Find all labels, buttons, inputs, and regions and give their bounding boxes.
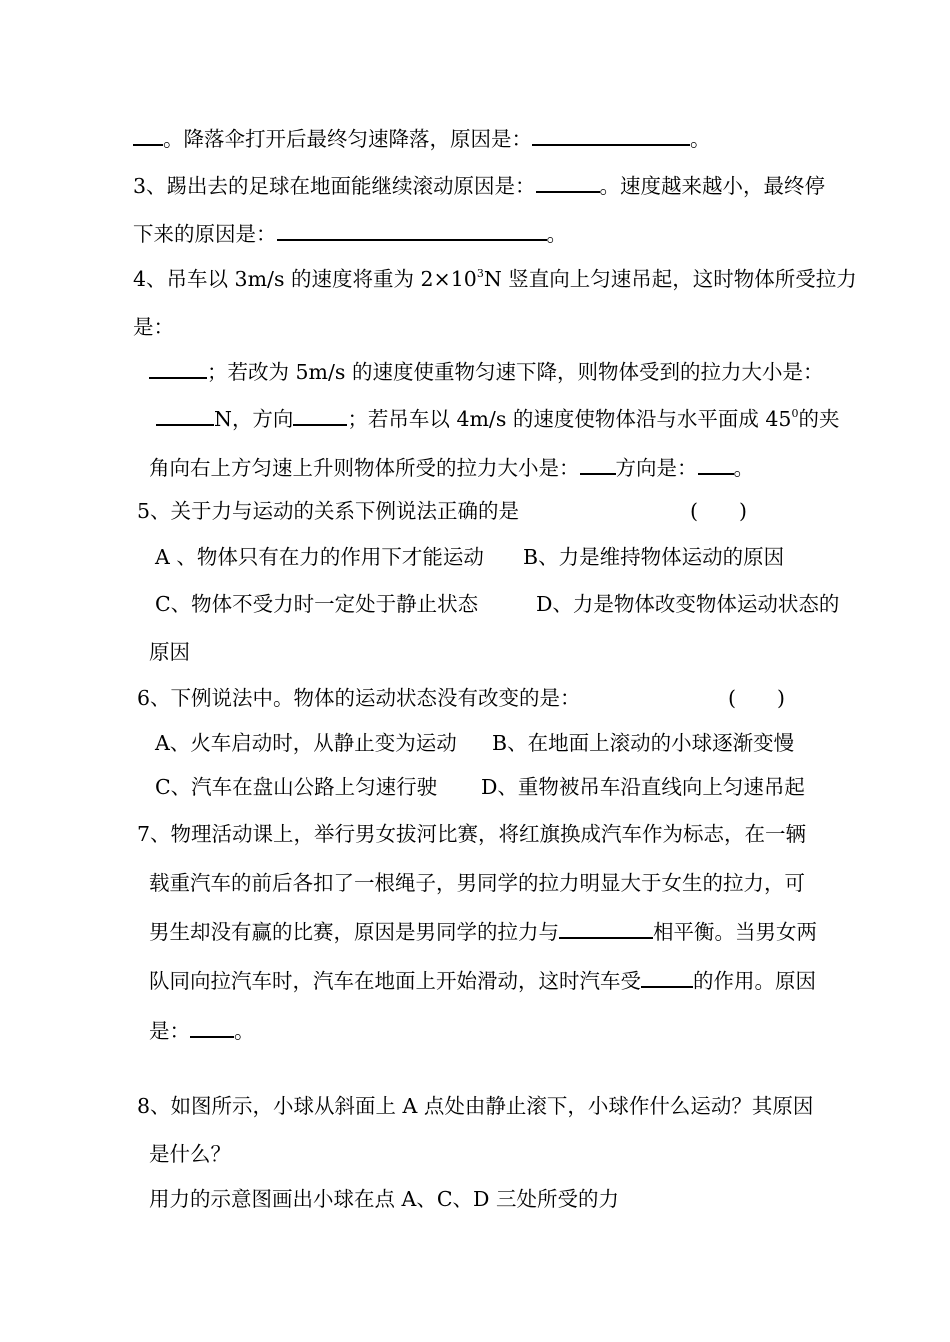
text: 的夹 bbox=[798, 407, 840, 431]
answer-blank bbox=[156, 404, 214, 426]
text: D、重物被吊车沿直线向上匀速吊起 bbox=[481, 775, 805, 799]
question-6-stem bbox=[137, 684, 581, 712]
question-3-line-2 bbox=[133, 219, 567, 248]
answer-blank bbox=[532, 124, 690, 146]
question-5-option-d-cont bbox=[149, 638, 190, 666]
answer-blank bbox=[698, 453, 734, 475]
text: 用力的示意图画出小球在点 A、C、D 三处所受的力 bbox=[149, 1187, 619, 1211]
text: 下来的原因是： bbox=[133, 222, 277, 246]
question-4-line-3 bbox=[149, 357, 823, 386]
answer-blank bbox=[293, 404, 347, 426]
text: 方向是： bbox=[615, 456, 698, 480]
text: 。 bbox=[733, 456, 754, 480]
question-5-stem bbox=[137, 497, 519, 525]
question-8-line-1 bbox=[137, 1092, 813, 1120]
text: 是： bbox=[149, 1019, 190, 1043]
text: 。降落伞打开后最终匀速降落，原因是： bbox=[163, 127, 532, 151]
question-4-line-2 bbox=[133, 313, 174, 341]
text: 原因 bbox=[149, 640, 190, 664]
question-6-option-d bbox=[481, 773, 805, 801]
text: D、力是物体改变物体运动状态的 bbox=[536, 592, 840, 616]
text: 4、吊车以 3m/s 的速度将重为 2×10 bbox=[133, 267, 477, 291]
exponent: 3 bbox=[476, 267, 484, 280]
text: N，方向 bbox=[214, 407, 294, 431]
answer-blank bbox=[190, 1016, 234, 1038]
question-7-line-2 bbox=[149, 869, 805, 897]
question-8-line-3 bbox=[149, 1185, 619, 1213]
text: 男生却没有赢的比赛，原因是男同学的拉力与 bbox=[149, 920, 559, 944]
question-6-option-a bbox=[155, 729, 457, 757]
question-4-line-1 bbox=[133, 265, 857, 293]
text: A、火车启动时，从静止变为运动 bbox=[155, 731, 457, 755]
answer-blank bbox=[277, 219, 547, 241]
text: 。 bbox=[234, 1019, 255, 1043]
text: 队同向拉汽车时，汽车在地面上开始滑动，这时汽车受 bbox=[149, 969, 641, 993]
answer-parentheses bbox=[728, 684, 785, 712]
text: 7、物理活动课上，举行男女拔河比赛，将红旗换成汽车作为标志，在一辆 bbox=[137, 822, 807, 846]
text: 8、如图所示，小球从斜面上 A 点处由静止滚下，小球作什么运动？其原因 bbox=[137, 1094, 814, 1118]
text: 。速度越来越小，最终停 bbox=[599, 174, 826, 198]
text: 的作用。原因 bbox=[693, 969, 816, 993]
text: 角向右上方匀速上升则物体所受的拉力大小是： bbox=[149, 456, 580, 480]
text: ；若吊车以 4m/s 的速度使物体沿与水平面成 45 bbox=[347, 407, 792, 431]
text: ；若改为 5m/s 的速度使重物匀速下降，则物体受到的拉力大小是： bbox=[207, 360, 824, 384]
answer-blank bbox=[536, 171, 600, 193]
question-6-option-b bbox=[492, 729, 794, 757]
question-5-option-a bbox=[155, 543, 484, 571]
question-5-option-c bbox=[155, 590, 478, 618]
answer-blank bbox=[149, 357, 207, 379]
question-4-line-5 bbox=[149, 453, 754, 482]
question-8-line-2 bbox=[149, 1140, 231, 1168]
answer-blank bbox=[559, 917, 653, 939]
text: C、汽车在盘山公路上匀速行驶 bbox=[155, 775, 438, 799]
text: C、物体不受力时一定处于静止状态 bbox=[155, 592, 479, 616]
text: 。 bbox=[546, 222, 567, 246]
text: ( ) bbox=[690, 499, 747, 523]
question-5-option-b bbox=[523, 543, 784, 571]
text: A 、物体只有在力的作用下才能运动 bbox=[155, 545, 484, 569]
text: 是什么？ bbox=[149, 1142, 231, 1166]
text: 5、关于力与运动的关系下例说法正确的是 bbox=[137, 499, 520, 523]
text: 6、下例说法中。物体的运动状态没有改变的是： bbox=[137, 686, 581, 710]
question-7-line-1 bbox=[137, 820, 806, 848]
question-5-option-d bbox=[536, 590, 839, 618]
answer-blank bbox=[641, 966, 693, 988]
question-7-line-4 bbox=[149, 966, 816, 995]
question-7-line-5 bbox=[149, 1016, 255, 1045]
exponent: 0 bbox=[791, 407, 799, 420]
text: 。 bbox=[690, 127, 711, 151]
text: B、在地面上滚动的小球逐渐变慢 bbox=[492, 731, 795, 755]
text: 相平衡。当男女两 bbox=[653, 920, 817, 944]
question-7-line-3 bbox=[149, 917, 817, 946]
question-3-line-1 bbox=[133, 171, 825, 200]
answer-parentheses bbox=[690, 497, 747, 525]
text: N 竖直向上匀速吊起，这时物体所受拉力 bbox=[483, 267, 857, 291]
text: B、力是维持物体运动的原因 bbox=[523, 545, 785, 569]
question-2-continuation bbox=[133, 124, 711, 153]
text: 是： bbox=[133, 315, 174, 339]
text: 载重汽车的前后各扣了一根绳子，男同学的拉力明显大于女生的拉力，可 bbox=[149, 871, 805, 895]
question-6-option-c bbox=[155, 773, 437, 801]
text: ( ) bbox=[728, 686, 785, 710]
answer-blank bbox=[580, 453, 616, 475]
answer-blank bbox=[133, 124, 163, 146]
question-4-line-4 bbox=[156, 404, 839, 433]
text: 3、踢出去的足球在地面能继续滚动原因是： bbox=[133, 174, 536, 198]
